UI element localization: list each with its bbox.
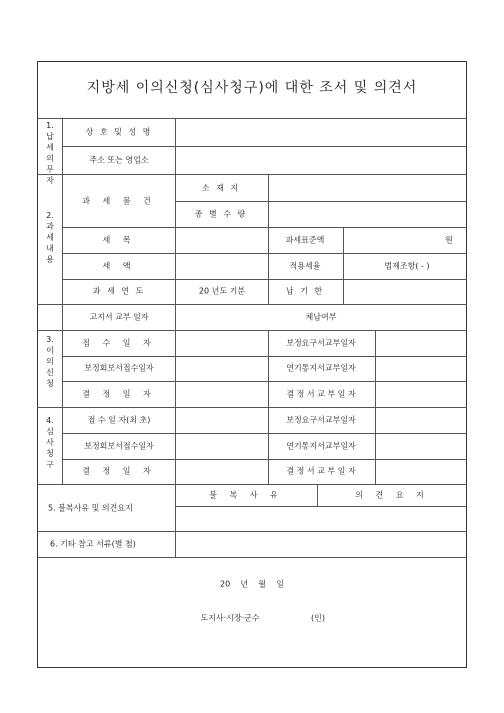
amount-label: 세 액 [102,261,136,271]
paid-label: 체납여부 [305,312,337,322]
seal-mark: (인) [311,613,325,623]
tax-details-section-label: 2.과세내용 [46,211,54,264]
objection-supp-request-date: 보정요구서교부일자 [286,338,356,348]
object-label: 과 세 물 건 [82,196,156,206]
law-ref: 법제조항( - ) [384,261,430,271]
review-receipt-date: 접 수 일 자(최 초) [87,415,151,425]
divider [62,356,467,357]
divider [62,253,467,254]
objection-decision-notice-date: 결 정 서 교 부 일 자 [286,389,356,399]
notice-date-label: 고지서 교부 일자 [89,312,149,322]
review-section-label: 4.심사청구 [46,416,54,469]
review-decision-notice-date: 결 정 서 교 부 일 자 [286,466,356,476]
divider [268,330,269,484]
divider [268,174,269,304]
opinion-section-label: 5. 불복사유 및 의견요지 [48,503,133,513]
divider [62,459,467,460]
location-label: 소 재 지 [201,183,241,193]
divider [62,433,467,434]
divider [37,118,467,119]
other-section-label: 6. 기타 참고 서류(별 첨) [50,539,136,549]
divider [62,381,467,382]
divider [37,531,467,532]
review-extension-date: 연기통지서교부일자 [286,441,356,451]
divider [317,484,318,506]
signer-label: 도지사·시장·군수 [200,613,260,623]
divider [62,279,467,280]
type-qty-label: 종 별 수 량 [194,209,248,219]
divider [343,227,344,304]
divider [175,118,176,557]
date-line: 20 년 월 일 [220,579,284,589]
divider [37,174,467,175]
due-label: 납 기 한 [285,286,325,296]
review-supp-receipt-date: 보정회보서접수일자 [84,441,154,451]
objection-section-label: 3.이의신청 [46,335,54,388]
divider [375,330,376,484]
objection-supp-receipt-date: 보정회보서접수일자 [84,363,154,373]
divider [62,146,467,147]
rate-label: 적용세율 [289,261,321,271]
form-title: 지방세 이의신청(심사청구)에 대한 조서 및 의견서 [86,80,418,96]
review-supp-request-date: 보정요구서교부일자 [286,415,356,425]
base-label: 과세표준액 [285,235,325,245]
divider [62,227,467,228]
divider [37,407,467,408]
reason-header: 불 복 사 유 [209,490,283,500]
divider [175,201,467,202]
base-unit: 원 [445,235,453,245]
opinion-header: 의 견 요 지 [355,490,429,500]
divider [37,330,467,331]
divider [37,484,467,485]
divider [37,304,467,305]
taxpayer-section-label: 1.납세의무자 [46,121,54,185]
year-value: 20 년도 기분 [198,286,246,296]
item-label: 세 목 [102,235,136,245]
divider [37,557,467,558]
review-decision-date: 결 정 일 자 [82,466,156,476]
objection-decision-date: 결 정 일 자 [82,389,156,399]
divider [175,506,467,507]
objection-receipt-date: 접 수 일 자 [82,338,156,348]
divider [62,118,63,484]
address-label: 주소 또는 영업소 [89,155,149,165]
year-label: 과 세 연 도 [92,286,146,296]
objection-extension-date: 연기통지서교부일자 [286,363,356,373]
name-label: 상 호 및 성 명 [85,127,153,137]
